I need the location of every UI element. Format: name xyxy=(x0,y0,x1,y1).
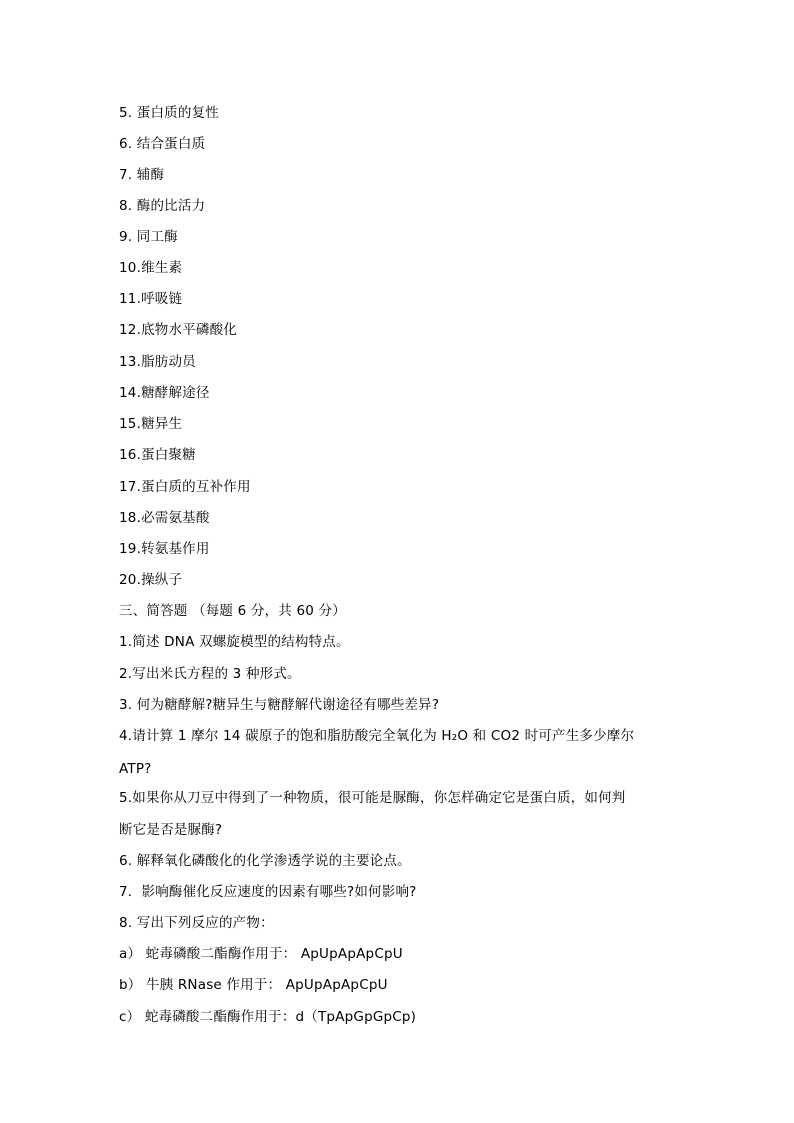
question-4-line2: ATP? xyxy=(119,761,152,777)
term-15: 15.糖异生 xyxy=(119,416,183,432)
question-8a: a） 蛇毒磷酸二酯酶作用于： ApUpApApCpU xyxy=(119,946,403,962)
term-13: 13.脂肪动员 xyxy=(119,354,196,370)
term-17: 17.蛋白质的互补作用 xyxy=(119,479,251,495)
term-16: 16.蛋白聚糖 xyxy=(119,447,196,463)
term-8: 8. 酶的比活力 xyxy=(119,198,206,214)
question-6: 6. 解释氧化磷酸化的化学渗透学说的主要论点。 xyxy=(119,853,411,869)
question-1: 1.简述 DNA 双螺旋模型的结构特点。 xyxy=(119,634,350,650)
question-5-line2: 断它是否是脲酶? xyxy=(119,822,223,838)
question-8: 8. 写出下列反应的产物： xyxy=(119,915,274,931)
term-12: 12.底物水平磷酸化 xyxy=(119,322,237,338)
question-3: 3. 何为糖酵解?糖异生与糖酵解代谢途径有哪些差异? xyxy=(119,697,440,713)
question-8c: c） 蛇毒磷酸二酯酶作用于：d（TpApGpGpCp) xyxy=(119,1009,417,1025)
question-2: 2.写出米氏方程的 3 种形式。 xyxy=(119,666,301,682)
question-8b: b） 牛胰 RNase 作用于： ApUpApApCpU xyxy=(119,977,388,993)
term-7: 7. 辅酶 xyxy=(119,167,165,183)
term-5: 5. 蛋白质的复性 xyxy=(119,105,219,121)
term-14: 14.糖酵解途径 xyxy=(119,385,210,401)
term-18: 18.必需氨基酸 xyxy=(119,510,210,526)
term-20: 20.操纵子 xyxy=(119,572,183,588)
question-7: 7．影响酶催化反应速度的因素有哪些?如何影响? xyxy=(119,884,417,900)
term-9: 9. 同工酶 xyxy=(119,229,178,245)
term-19: 19.转氨基作用 xyxy=(119,541,210,557)
term-11: 11.呼吸链 xyxy=(119,291,183,307)
term-10: 10.维生素 xyxy=(119,260,183,276)
section-heading: 三、简答题 （每题 6 分，共 60 分） xyxy=(119,603,346,619)
question-4-line1: 4.请计算 1 摩尔 14 碳原子的饱和脂肪酸完全氧化为 H₂O 和 CO2 时可产生多少摩尔 xyxy=(119,728,635,744)
term-6: 6. 结合蛋白质 xyxy=(119,136,206,152)
question-5-line1: 5.如果你从刀豆中得到了一种物质，很可能是脲酶，你怎样确定它是蛋白质，如何判 xyxy=(119,790,626,806)
